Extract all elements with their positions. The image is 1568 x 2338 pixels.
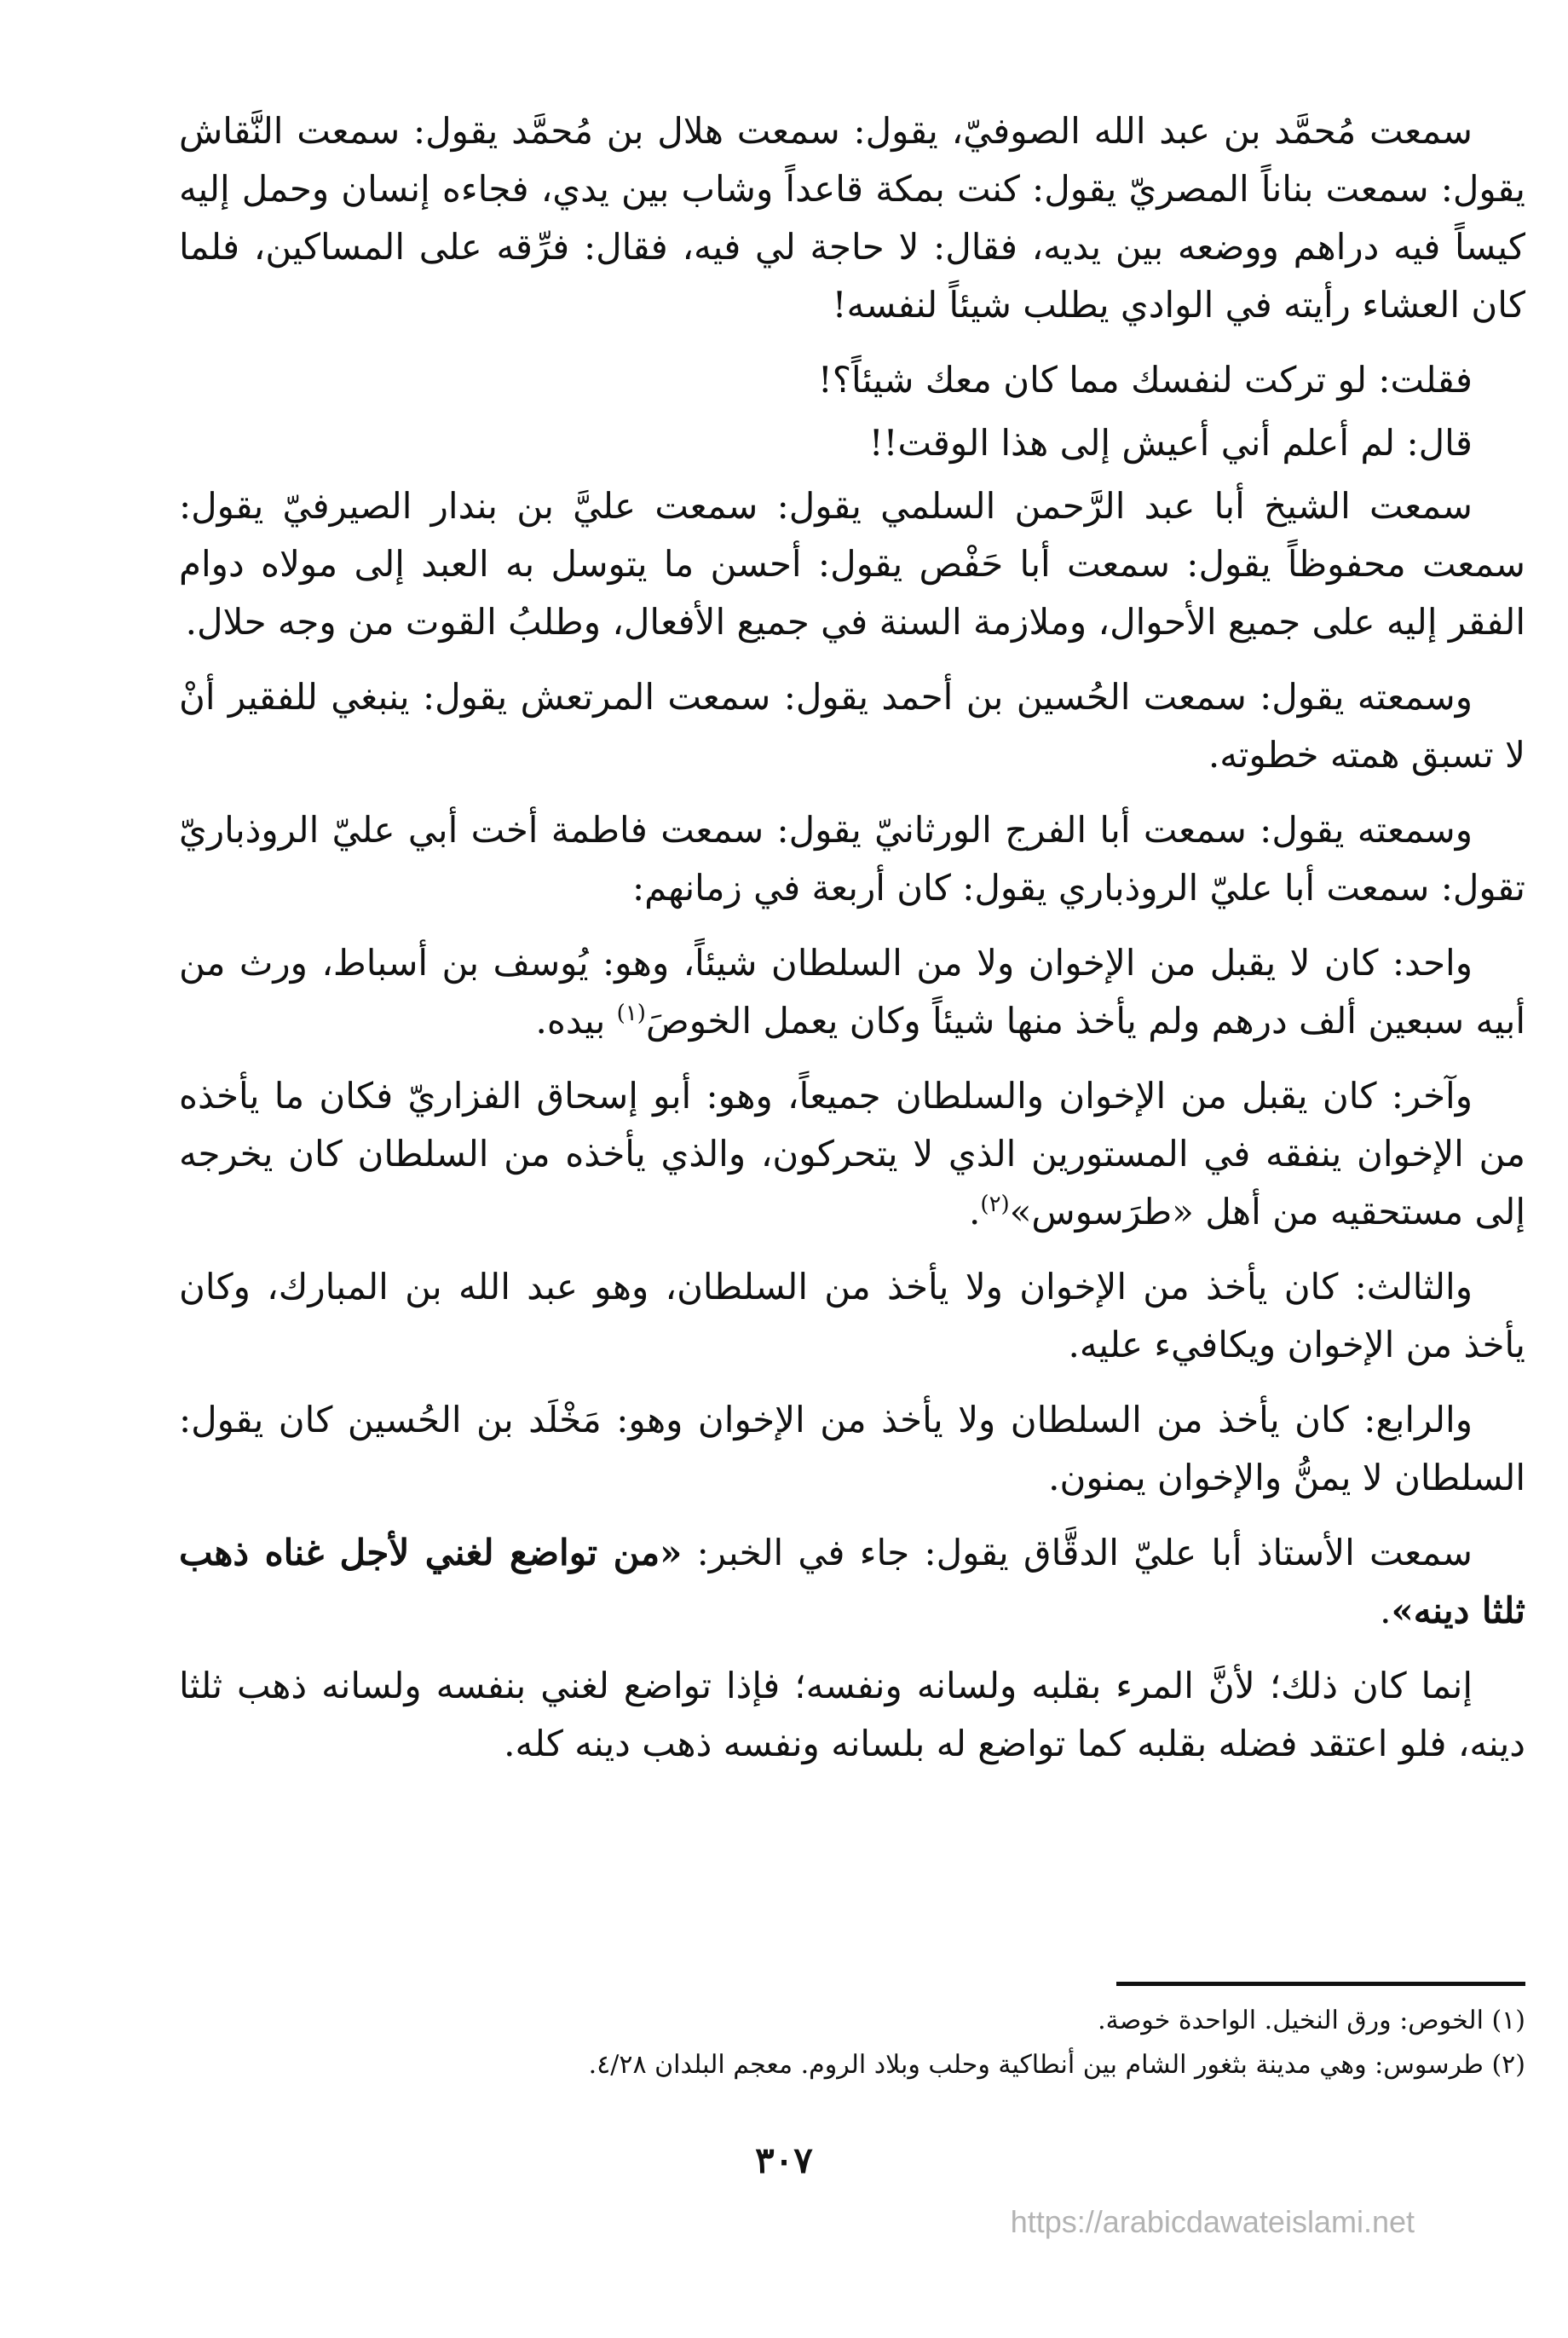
paragraph-second-man	[179, 1067, 1525, 1241]
second-man-text: وآخر: كان يقبل من الإخوان والسلطان جميعاً، وهو: أبو إسحاق الفزاريّ فكان ما يأخذه من الإخوان ينفقه في المستورين الذي لا يتحركون، والذي يأخذه من السلطان كان يخرجه إلى مستحقيه من أهل «طرَسوس»	[179, 1075, 1525, 1233]
main-text	[179, 102, 1525, 1790]
first-man-text-end: بيده.	[535, 1000, 606, 1042]
footnote-1: (١) الخوص: ورق النخيل. الواحدة خوصة.	[1098, 2006, 1525, 2035]
first-man-text: واحد: كان لا يقبل من الإخوان ولا من السلطان شيئاً، وهو: يُوسف بن أسباط، ورث من أبيه سبعين ألف درهم ولم يأخذ منها شيئاً وكان يعمل الخوصَ	[179, 942, 1525, 1042]
paragraph-answer: قال: لم أعلم أني أعيش إلى هذا الوقت!!	[868, 422, 1473, 464]
paragraph-explanation: إنما كان ذلك؛ لأنَّ المرء بقلبه ولسانه ونفسه؛ فإذا تواضع لغني بنفسه ولسانه ذهب ثلثا دينه، فلو اعتقد فضله بقلبه كما تواضع له بلسانه ونفسه ذهب دينه كله.	[179, 1665, 1525, 1764]
paragraph-question: فقلت: لو تركت لنفسك مما كان معك شيئاً؟!	[817, 359, 1473, 401]
paragraph-abu-hafs: سمعت الشيخ أبا عبد الرَّحمن السلمي يقول: سمعت عليَّ بن بندار الصيرفيّ يقول: سمعت محفوظاً يقول: سمعت أبا حَفْص يقول: أحسن ما يتوسل به العبد إلى مولاه دوام الفقر إليه على جميع الأحوال، وملازمة السنة في جميع الأفعال، وطلبُ القوت من وجه حلال.	[179, 485, 1525, 643]
footnote-2: (٢) طرسوس: وهي مدينة بثغور الشام بين أنطاكية وحلب وبلاد الروم. معجم البلدان ٤/٢٨.	[588, 2050, 1525, 2080]
second-man-text-end: .	[969, 1191, 981, 1233]
daqqaq-end: .	[1380, 1590, 1392, 1631]
paragraph-daqqaq	[179, 1524, 1525, 1640]
paragraph-bunan-story: سمعت مُحمَّد بن عبد الله الصوفيّ، يقول: سمعت هلال بن مُحمَّد يقول: سمعت النَّقاش يقول: سمعت بناناً المصريّ يقول: كنت بمكة قاعداً وشاب بين يدي، فجاءه إنسان وحمل إليه كيساً فيه دراهم ووضعه بين يديه، فقال: لا حاجة لي فيه، فقال: فرِّقه على المساكين، فلما كان العشاء رأيته في الوادي يطلب شيئاً لنفسه!	[179, 110, 1526, 326]
footnote-ref-1[interactable]: (١)	[616, 1001, 646, 1026]
footnote-ref-2[interactable]: (٢)	[980, 1192, 1010, 1217]
watermark: https://arabicdawateislami.net	[1010, 2204, 1415, 2239]
page-number: ٣٠٧	[755, 2139, 813, 2181]
footnote-divider	[1116, 1982, 1525, 1986]
hadith-quote: «من تواضع لغني لأجل غناه ذهب ثلثا دينه»	[179, 1532, 1525, 1631]
footnotes	[179, 1999, 1525, 2087]
paragraph-first-man	[179, 934, 1525, 1050]
paragraph-third-man: والثالث: كان يأخذ من الإخوان ولا يأخذ من السلطان، وهو عبد الله بن المبارك، وكان يأخذ من الإخوان ويكافيء عليه.	[179, 1266, 1525, 1365]
paragraph-fourth-man: والرابع: كان يأخذ من السلطان ولا يأخذ من الإخوان وهو: مَخْلَد بن الحُسين كان يقول: السلطان لا يمنُّ والإخوان يمنون.	[179, 1399, 1525, 1498]
paragraph-four-men-intro: وسمعته يقول: سمعت أبا الفرج الورثانيّ يقول: سمعت فاطمة أخت أبي عليّ الروذباريّ تقول: سمعت أبا عليّ الروذباري يقول: كان أربعة في زمانهم:	[179, 809, 1525, 909]
paragraph-murtaish: وسمعته يقول: سمعت الحُسين بن أحمد يقول: سمعت المرتعش يقول: ينبغي للفقير أنْ لا تسبق همته خطوته.	[179, 676, 1525, 776]
daqqaq-intro: سمعت الأستاذ أبا عليّ الدقَّاق يقول: جاء في الخبر:	[696, 1532, 1473, 1573]
